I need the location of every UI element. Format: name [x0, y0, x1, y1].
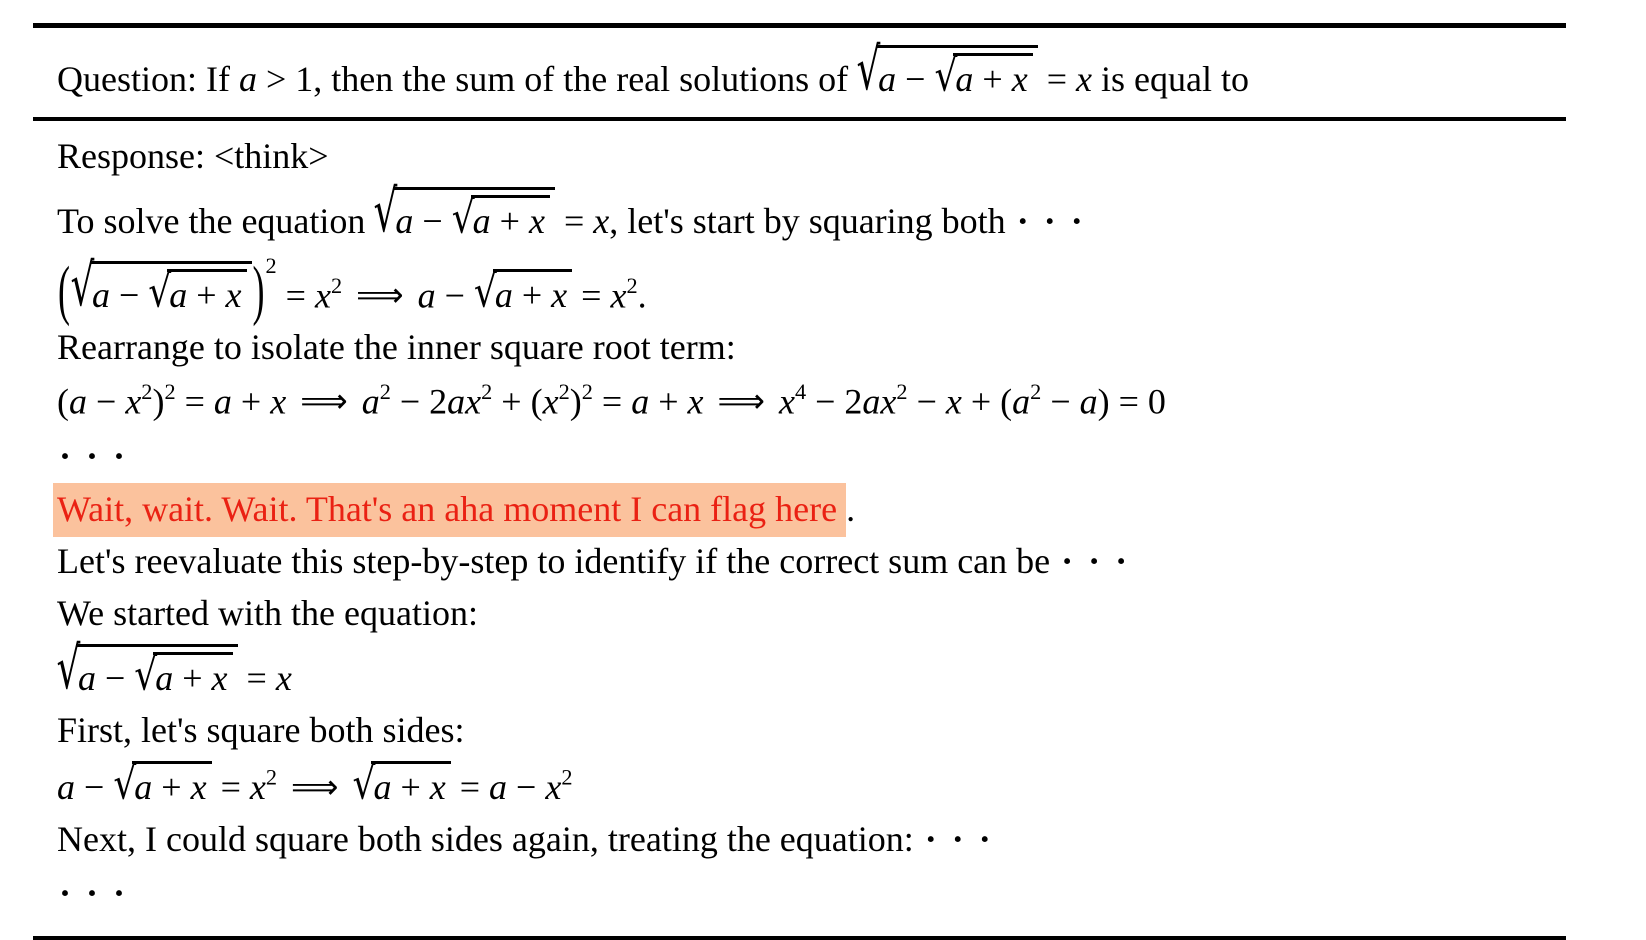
text-run: −	[1041, 381, 1080, 422]
text-run: +	[649, 381, 688, 422]
response-line	[56, 636, 1560, 705]
superscript: 2	[141, 379, 153, 405]
radicand	[167, 269, 246, 318]
text-run: Next, I could square both sides again, treating the equation:	[57, 818, 923, 859]
math-variable: ax	[862, 381, 897, 422]
text-run: +	[152, 766, 191, 807]
math-variable: a	[395, 200, 414, 241]
math-variable: a	[1012, 381, 1031, 422]
superscript: 4	[794, 379, 807, 405]
ellipsis: · · ·	[924, 818, 994, 859]
response-line	[57, 536, 1560, 588]
math-variable: x	[593, 200, 610, 241]
radicand	[371, 761, 450, 810]
math-variable: a	[69, 381, 87, 422]
superscript: 2	[581, 379, 593, 405]
math-variable: a	[91, 275, 110, 316]
math-variable: a	[213, 381, 232, 422]
text-run: We started with the equation:	[57, 593, 478, 634]
math-variable: a	[1079, 381, 1098, 422]
text-run: −	[95, 658, 135, 699]
text-run: .	[637, 275, 647, 316]
math-variable: a	[238, 59, 257, 99]
math-variable: a	[494, 275, 513, 316]
text-run: −	[896, 59, 935, 99]
ellipsis: · · ·	[1016, 200, 1086, 241]
math-variable: x	[125, 381, 142, 422]
radicand	[132, 761, 211, 810]
math-variable: x	[270, 381, 287, 422]
text-run: +	[173, 658, 212, 699]
text-run: ) = 0	[1097, 381, 1166, 422]
math-variable: x	[1076, 59, 1092, 99]
math-variable: x	[610, 275, 627, 316]
math-variable: a	[955, 59, 974, 99]
math-variable: x	[314, 275, 331, 316]
sqrt-radical	[856, 37, 1038, 104]
text-run: Rearrange to isolate the inner square root term:	[57, 327, 736, 368]
text-run: =	[450, 766, 490, 807]
response-line	[57, 757, 1560, 814]
radicand	[493, 269, 572, 318]
text-run: +	[391, 766, 430, 807]
superscript: 2	[265, 252, 277, 278]
text-run: −	[109, 275, 149, 316]
math-variable: a	[77, 658, 96, 699]
ellipsis: · · ·	[59, 435, 129, 476]
radicand	[471, 195, 550, 244]
sqrt-radical	[56, 636, 238, 703]
math-variable: x	[275, 658, 292, 699]
radical-sign: √	[934, 51, 958, 102]
math-variable: x	[1011, 59, 1028, 99]
math-variable: a	[155, 658, 174, 699]
math-variable: a	[878, 59, 897, 99]
math-variable: x	[225, 275, 242, 316]
radicand	[153, 652, 232, 701]
math-variable: x	[545, 766, 562, 807]
math-variable: a	[57, 766, 75, 807]
implies-arrow: ⟹	[291, 766, 339, 806]
aha-highlight: Wait, wait. Wait. That's an aha moment I can flag here	[53, 483, 846, 537]
math-variable: x	[551, 275, 568, 316]
text-run: )	[569, 381, 582, 422]
text-run: First, let's square both sides:	[57, 710, 465, 751]
text-run: +	[490, 200, 529, 241]
radicand	[876, 45, 1038, 102]
response-line	[57, 322, 1560, 374]
response-line	[57, 131, 1560, 183]
ellipsis: · · ·	[59, 872, 129, 913]
aha-moment-line	[57, 484, 1560, 536]
radical-sign: √	[70, 253, 95, 321]
text-run: =	[237, 658, 276, 699]
text-run: =	[554, 200, 594, 241]
radical-sign: √	[113, 759, 137, 810]
sqrt-radical	[934, 51, 1032, 102]
text-run: To solve the equation	[57, 200, 375, 241]
text-run: − 2	[390, 381, 448, 422]
text-run: =	[1037, 59, 1077, 99]
response-line	[57, 814, 1560, 866]
text-run: −	[907, 381, 946, 422]
radical-sign: √	[134, 650, 158, 701]
response-line	[57, 374, 1560, 428]
text-run: )	[152, 381, 165, 422]
radical-sign: √	[856, 37, 881, 104]
question-row	[33, 28, 1566, 117]
text-run: −	[507, 766, 546, 807]
radicand	[953, 53, 1032, 102]
sqrt-radical	[148, 267, 246, 319]
response-line	[57, 429, 1560, 485]
table-bottom-rule	[33, 936, 1566, 940]
text-run: −	[87, 381, 126, 422]
text-run: , let's start by squaring both	[609, 200, 1015, 241]
response-line	[57, 179, 1560, 248]
sqrt-radical	[373, 179, 555, 246]
text-run: −	[75, 766, 114, 807]
text-run: Let's reevaluate this step-by-step to identify if the correct sum can be	[57, 541, 1060, 582]
superscript: 2	[1030, 379, 1042, 405]
math-variable: x	[778, 381, 795, 422]
math-variable: x	[542, 381, 559, 422]
text-run: + (	[961, 381, 1013, 422]
radical-sign: √	[56, 636, 81, 703]
math-variable: x	[945, 381, 962, 422]
sqrt-radical	[473, 267, 572, 319]
text-run: +	[231, 381, 271, 422]
text-run: =	[211, 766, 250, 807]
sqrt-radical	[70, 253, 252, 321]
aha-moment-table	[33, 23, 1566, 940]
superscript: 2	[558, 379, 570, 405]
superscript: 2	[626, 272, 638, 298]
sqrt-radical	[134, 650, 232, 701]
response-block	[33, 121, 1566, 936]
math-variable: x	[249, 766, 266, 807]
radical-sign: √	[148, 267, 172, 319]
sqrt-radical	[113, 759, 211, 810]
text-run: =	[572, 275, 611, 316]
superscript: 2	[561, 764, 573, 790]
radical-sign: √	[352, 759, 376, 810]
text-run: +	[973, 59, 1012, 99]
math-variable: a	[373, 766, 392, 807]
superscript: 2	[379, 379, 391, 405]
text-run: is equal to	[1092, 59, 1249, 99]
big-paren: (	[58, 253, 70, 328]
superscript: 2	[265, 764, 278, 790]
response-line	[57, 248, 1560, 328]
radical-sign: √	[373, 179, 398, 246]
text-run: =	[592, 381, 632, 422]
text-run: .	[846, 489, 856, 530]
sqrt-radical	[352, 759, 450, 810]
math-variable: a	[361, 381, 380, 422]
text-run: > 1, then the sum of the real solutions of	[256, 59, 858, 99]
text-run: (	[57, 381, 69, 422]
sqrt-radical	[451, 193, 550, 244]
math-variable: x	[528, 200, 545, 241]
implies-arrow: ⟹	[356, 275, 404, 314]
implies-arrow: ⟹	[300, 381, 348, 421]
text-run: =	[276, 275, 315, 316]
math-variable: a	[631, 381, 650, 422]
response-line	[57, 705, 1560, 757]
radical-sign: √	[473, 267, 497, 319]
math-variable: a	[489, 766, 508, 807]
response-line	[57, 866, 1560, 922]
math-variable: x	[687, 381, 704, 422]
radical-sign: √	[451, 193, 475, 244]
text-run: − 2	[806, 381, 863, 422]
text-run: + (	[492, 381, 543, 422]
text-run: Response: <think>	[57, 135, 329, 176]
math-variable: x	[211, 658, 228, 699]
response-line	[57, 588, 1560, 640]
text-run: −	[435, 275, 474, 316]
math-variable: a	[472, 200, 491, 241]
text-run: −	[413, 200, 452, 241]
text-run: +	[512, 275, 552, 316]
math-variable: x	[190, 766, 207, 807]
radicand	[90, 261, 252, 318]
text-run: +	[187, 275, 226, 316]
implies-arrow: ⟹	[717, 381, 765, 421]
superscript: 2	[896, 379, 908, 405]
radicand	[393, 187, 555, 244]
superscript: 2	[330, 272, 343, 298]
math-variable: x	[429, 766, 446, 807]
math-variable: a	[417, 275, 436, 316]
math-variable: a	[169, 275, 188, 316]
text-run: =	[175, 381, 214, 422]
big-paren: )	[252, 253, 265, 328]
superscript: 2	[481, 379, 493, 405]
text-run: Question: If	[57, 59, 239, 99]
radicand	[76, 644, 238, 701]
math-variable: ax	[447, 381, 482, 422]
superscript: 2	[164, 379, 176, 405]
math-variable: a	[134, 766, 153, 807]
ellipsis: · · ·	[1061, 541, 1131, 582]
